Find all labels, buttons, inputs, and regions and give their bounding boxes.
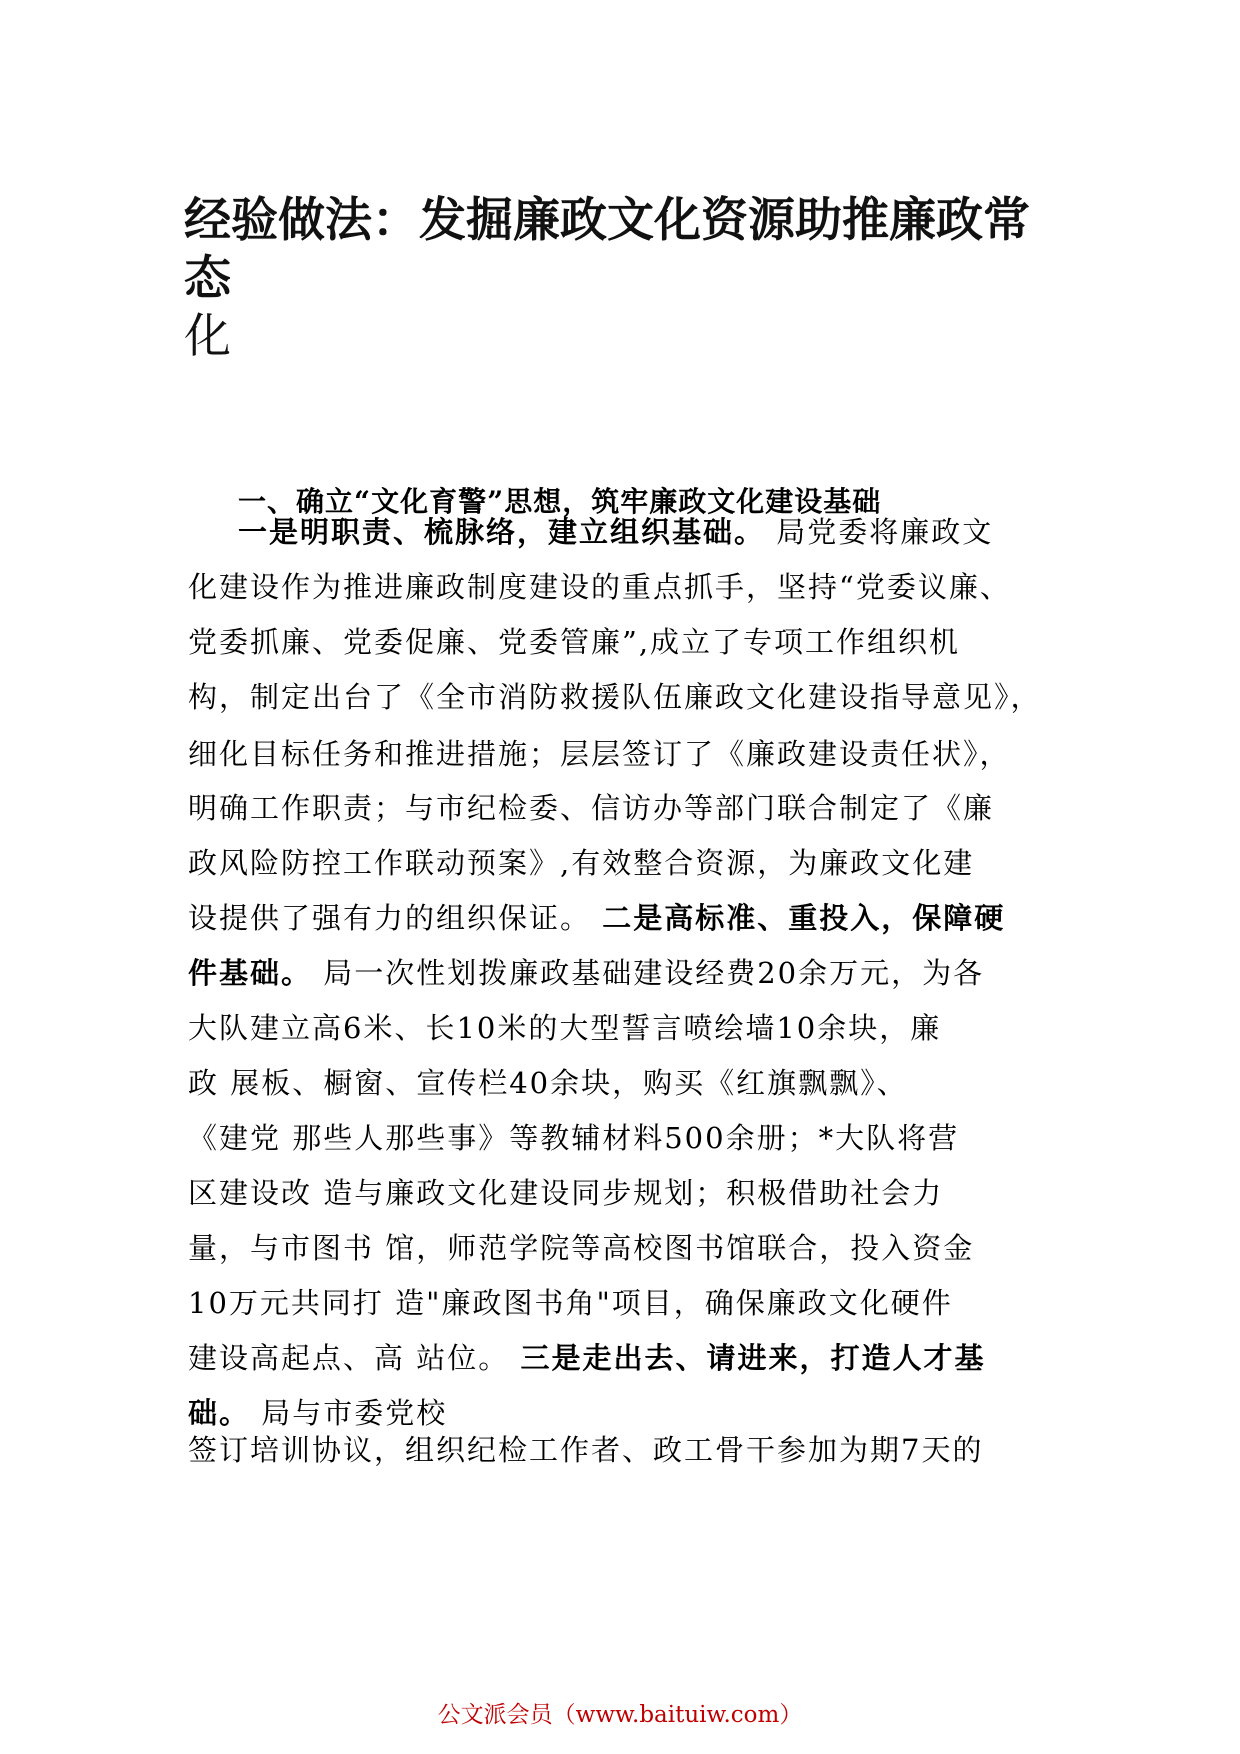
body-line bbox=[188, 734, 1011, 774]
body-run: 大队建立高6米、长10米的大型誓言喷绘墙10余块，廉 bbox=[188, 1011, 942, 1045]
body-line bbox=[188, 1118, 959, 1158]
title-line-1: 经验做法：发掘廉政文化资源助推廉政常态 bbox=[184, 193, 1030, 306]
body-line bbox=[188, 898, 1005, 938]
bold-lead: 三是走出去、请进来，打造人才基 bbox=[520, 1341, 986, 1375]
body-run: 政风险防控工作联动预案》,有效整合资源，为廉政文化建 bbox=[188, 846, 975, 880]
body-run: 量，与市图书 馆，师范学院等高校图书馆联合，投入资金 bbox=[188, 1231, 975, 1265]
body-line bbox=[188, 1008, 941, 1048]
body-line bbox=[238, 512, 993, 552]
body-line bbox=[188, 1228, 974, 1268]
bold-lead: 础。 bbox=[188, 1396, 251, 1430]
section-heading: 一、确立“文化育警”思想，筑牢廉政文化建设基础 bbox=[238, 485, 882, 518]
body-run: 局与市委党校 bbox=[250, 1396, 448, 1430]
document-title bbox=[184, 192, 1064, 366]
bold-lead: 一是明职责、梳脉络，建立组织基础。 bbox=[238, 515, 766, 549]
body-line bbox=[188, 677, 1042, 717]
body-run: 建设高起点、高 站位。 bbox=[188, 1341, 521, 1375]
body-run: 化建设作为推进廉政制度建设的重点抓手，坚持“党委议廉、 bbox=[188, 570, 1011, 604]
bold-lead: 件基础。 bbox=[188, 956, 313, 990]
body-run: 区建设改 造与廉政文化建设同步规划；积极借助社会力 bbox=[188, 1176, 944, 1210]
body-line bbox=[188, 1430, 983, 1470]
footer-watermark: 公文派会员（www.baituiw.com） bbox=[437, 1702, 803, 1728]
body-run: 10万元共同打 造"廉政图书角"项目，确保廉政文化硬件 bbox=[188, 1286, 953, 1320]
title-line-2: 化 bbox=[184, 309, 231, 364]
body-run: 党委抓廉、党委促廉、党委管廉”,成立了专项工作组织机 bbox=[188, 625, 961, 659]
body-run: 政 展板、橱窗、宣传栏40余块，购买《红旗飘飘》、 bbox=[188, 1066, 908, 1100]
body-line bbox=[188, 622, 960, 662]
body-line bbox=[188, 953, 984, 993]
body-run: 签订培训协议，组织纪检工作者、政工骨干参加为期7天的 bbox=[188, 1433, 984, 1467]
body-line bbox=[188, 1063, 908, 1103]
body-line bbox=[188, 1338, 985, 1378]
body-run: 明确工作职责；与市纪检委、信访办等部门联合制定了《廉 bbox=[188, 791, 995, 825]
body-run: 《建党 那些人那些事》等教辅材料500余册；*大队将营 bbox=[188, 1121, 960, 1155]
body-line bbox=[188, 1283, 953, 1323]
body-line bbox=[188, 788, 994, 828]
body-run: 局一次性划拨廉政基础建设经费20余万元，为各 bbox=[312, 956, 985, 990]
body-line bbox=[188, 1173, 943, 1213]
bold-lead: 二是高标准、重投入，保障硬 bbox=[602, 901, 1006, 935]
body-line bbox=[188, 1393, 447, 1433]
body-run: 细化目标任务和推进措施；层层签订了《廉政建设责任状》， bbox=[188, 737, 1011, 771]
body-run: 设提供了强有力的组织保证。 bbox=[188, 901, 603, 935]
body-line bbox=[188, 843, 974, 883]
body-run: 局党委将廉政文 bbox=[765, 515, 994, 549]
body-run: 构，制定出台了《全市消防救援队伍廉政文化建设指导意见》， bbox=[188, 680, 1042, 714]
body-line bbox=[188, 567, 1011, 607]
